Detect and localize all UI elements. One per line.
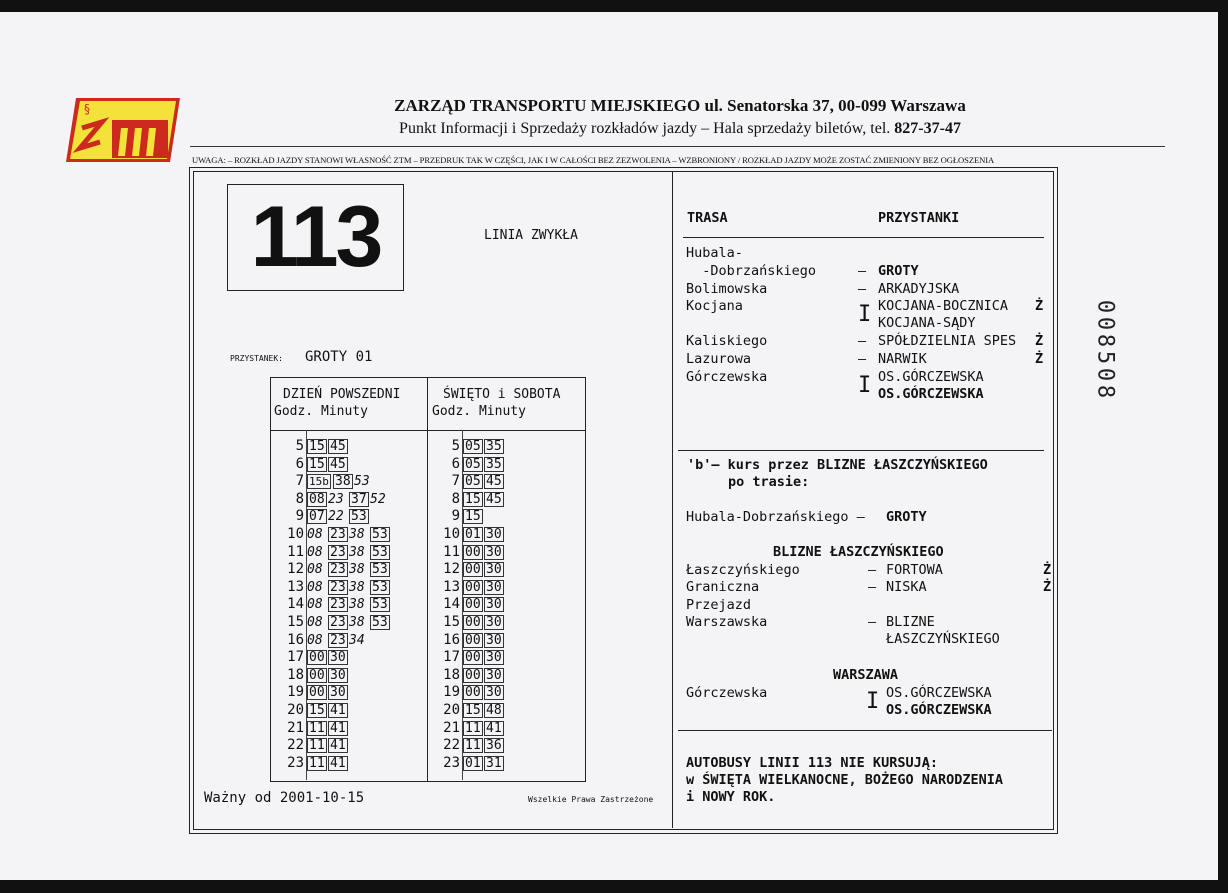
variant-street: Graniczna [686,579,760,595]
on-request-marker: Ż [1043,579,1052,595]
notice-line: w ŚWIĘTA WIELKANOCNE, BOŻEGO NARODZENIA [686,772,1003,788]
variant-stop: ŁASZCZYŃSKIEGO [886,631,1000,647]
minute-cell-lowfloor: 23 [330,562,346,578]
minute-cell-lowfloor: 00 [309,650,325,666]
hour-cell: 8 [295,490,304,507]
route-title: TRASA [687,210,728,226]
minute-cell-lowfloor: 01 [465,755,481,771]
hour-cell: 5 [451,438,460,454]
hour-row [430,702,505,720]
panel-divider [672,171,673,828]
hour-row [430,438,505,456]
hour-row [274,684,391,702]
minute-cell-lowfloor: 23 [330,597,346,613]
minute-cell-lowfloor: 15 [309,439,325,454]
valid-from: Ważny od 2001-10-15 [204,790,365,806]
minute-cell-lowfloor: 00 [465,597,481,613]
minute-cell-lowfloor: 00 [309,685,325,701]
minute-cell-lowfloor: 00 [465,685,481,701]
minute-cell-lowfloor: 53 [372,614,388,630]
variant-first-stop: GROTY [886,509,927,525]
minute-cell-lowfloor: 08 [309,491,325,507]
hour-cell: 7 [295,473,304,490]
route-stop: OS.GÓRCZEWSKA [878,386,984,402]
minute-cell-lowfloor: 11 [465,720,481,736]
route-street: -Dobrzańskiego [686,263,817,279]
hour-cell: 5 [295,438,304,454]
holiday-departures [430,438,505,772]
minute-cell-lowfloor: 15 [309,456,325,472]
on-request-marker: Ż [1035,333,1044,349]
minute-cell-lowfloor: 30 [330,667,346,683]
minute-cell-lowfloor: 30 [330,650,346,666]
minute-cell-lowfloor: 53 [372,562,388,578]
notice-line: i NOWY ROK. [686,789,776,805]
route-street: Górczewska [686,369,768,385]
minute-cell-lowfloor: 37 [351,491,367,507]
minute-cell-lowfloor: 30 [486,597,502,613]
copyright-warning: UWAGA: – ROZKŁAD JAZDY STANOWI WŁASNOŚĆ ZTM – PRZEDRUK TAK W CZĘŚCI, JAK I W CAŁOŚCI BEZ ZEZWOLENIA – WZBRONIONY / ROZKŁAD JAZDY MOŻE ZOSTAĆ ZMIENIONY BEZ OGŁOSZENIA [192,155,995,165]
minute-cell: 23 [328,491,344,507]
minute-cell-lowfloor: 23 [330,526,346,542]
hour-cell: 11 [443,543,460,560]
minute-cell-lowfloor: 11 [309,720,325,736]
hour-cell: 22 [287,737,304,754]
minute-cell-lowfloor: 00 [465,614,481,630]
variant-street: Górczewska [686,685,768,701]
variant-street: Przejazd [686,597,752,613]
hour-row [430,526,505,544]
weekday-subhead: Godz. Minuty [274,404,368,419]
variant-stop: NISKA [886,579,927,595]
minute-cell-lowfloor: 30 [486,650,502,666]
minute-cell-lowfloor: 36 [486,738,502,754]
minute-cell: 38 [349,614,365,630]
minute-cell-lowfloor: 00 [465,579,481,595]
hour-row [430,667,505,685]
timetable-grid [270,377,586,782]
notice-line: AUTOBUSY LINII 113 NIE KURSUJĄ: [686,755,938,771]
hour-row [274,755,391,773]
rights-reserved: Wszelkie Prawa Zastrzeżone [528,795,654,804]
hour-row [274,614,391,632]
hour-cell: 14 [287,596,304,613]
variant-stop: FORTOWA [886,562,943,578]
minute-cell-lowfloor: 00 [465,632,481,648]
minute-cell-lowfloor: 41 [330,702,346,718]
hour-row [430,561,505,579]
hour-row [274,737,391,755]
minute-cell: 38 [349,526,365,542]
dash: – [858,351,875,367]
ztm-logo [66,98,180,162]
dash: – [858,281,875,297]
minute-cell: 38 [349,562,365,578]
minute-cell-lowfloor: 30 [486,632,502,648]
route-stop: NARWIK [878,351,927,367]
minute-cell-lowfloor: 30 [486,667,502,683]
hour-row [274,720,391,738]
svg-text:§: § [84,102,90,116]
hour-row [430,596,505,614]
minute-cell-lowfloor: 48 [486,702,502,718]
minute-cell-lowfloor: 11 [309,738,325,754]
variant-street: Łaszczyńskiego [686,562,800,578]
minute-cell-lowfloor: 00 [465,544,481,560]
hour-row [274,632,391,650]
minute-cell-lowfloor: 41 [330,738,346,754]
minute-cell: 08 [307,526,323,542]
hour-row [274,508,391,526]
hour-row [274,526,391,544]
hour-cell: 17 [287,649,304,666]
header-rule [190,146,1165,147]
hour-cell: 20 [443,701,460,718]
variant-street: Warszawska [686,614,768,630]
hour-row [430,684,505,702]
minute-cell-lowfloor: 53 [372,544,388,560]
minute-cell-lowfloor: 05 [465,439,481,454]
hour-row [274,579,391,597]
minute-cell-lowfloor: 01 [465,526,481,542]
minute-cell-lowfloor: 23 [330,579,346,595]
route-street: Kocjana [686,298,743,314]
route-stop: GROTY [878,263,919,279]
minute-cell-lowfloor: 07 [309,509,325,525]
hour-cell: 11 [287,543,304,560]
hour-cell: 15 [443,613,460,630]
hour-row [430,649,505,667]
minute-cell-lowfloor: 15 [465,509,481,525]
hour-cell: 6 [295,455,304,472]
minute-cell: 53 [354,474,370,490]
hour-cell: 21 [287,719,304,736]
stop-label: PRZYSTANEK: [230,354,283,363]
minute-cell-lowfloor: 30 [486,526,502,542]
column-divider [427,378,428,781]
stop-name: GROTY 01 [305,349,373,365]
hour-row [430,737,505,755]
minute-cell-lowfloor: 41 [330,720,346,736]
hour-cell: 7 [451,473,460,490]
minute-cell-lowfloor: 15 [465,702,481,718]
hour-row [430,456,505,474]
route-stop: KOCJANA-SĄDY [878,315,976,331]
minute-cell: 38 [349,597,365,613]
hour-cell: 8 [451,490,460,507]
minute-cell: 34 [349,632,365,648]
holiday-title: ŚWIĘTO i SOBOTA [443,387,561,402]
phone-number: 827-37-47 [894,120,961,137]
hour-cell: 20 [287,701,304,718]
minute-cell-lowfloor: 45 [486,491,502,507]
minute-cell: 38 [349,579,365,595]
hour-row [274,473,391,491]
minute-cell-lowfloor: 35 [486,456,502,472]
on-request-marker: Ż [1043,562,1052,578]
minute-cell-lowfloor: 45 [330,456,346,472]
hour-cell: 13 [443,578,460,595]
variant-section: WARSZAWA [833,667,899,683]
hour-row [430,508,505,526]
minute-cell-lowfloor: 45 [330,439,346,454]
minute-cell-lowfloor: 23 [330,614,346,630]
hour-cell: 9 [451,508,460,525]
minute-cell-lowfloor: 30 [486,562,502,578]
weekday-departures [274,438,391,772]
header-divider [271,430,585,431]
bidirectional-icon: I [866,689,880,714]
minute-cell-lowfloor: 53 [372,597,388,613]
minute-cell-lowfloor: 35 [486,439,502,454]
hour-cell: 12 [443,561,460,578]
dash: – [858,263,875,279]
minute-cell-lowfloor: 41 [486,720,502,736]
hour-row [274,544,391,562]
minute-cell-lowfloor: 30 [330,685,346,701]
route-stop: KOCJANA-BOCZNICA [878,298,1009,314]
hour-row [430,632,505,650]
weekday-title: DZIEŃ POWSZEDNI [283,387,401,402]
hour-row [274,649,391,667]
hour-row [274,456,391,474]
hour-cell: 21 [443,719,460,736]
minute-cell-lowfloor: 05 [465,474,481,490]
minute-cell-lowfloor: 53 [372,526,388,542]
hour-cell: 19 [443,684,460,701]
minute-cell: 22 [328,509,344,525]
minute-cell-lowfloor: 23 [330,544,346,560]
variant-subtitle: po trasie: [728,474,810,490]
minute-cell: 38 [349,544,365,560]
minute-cell-lowfloor: 53 [372,579,388,595]
hour-row [274,438,391,456]
minute-cell-lowfloor: 30 [486,685,502,701]
serial-number: 0 0 8 5 0 8 [1092,299,1118,399]
bidirectional-icon: I [858,373,872,398]
variant-stop: OS.GÓRCZEWSKA [886,702,992,718]
hour-row [430,720,505,738]
section-rule [678,730,1052,731]
route-stop: SPÓŁDZIELNIA SPES [878,333,1017,349]
hour-cell: 23 [287,754,304,771]
dash: – [868,614,885,630]
hour-row [430,544,505,562]
variant-first-street: Hubala-Dobrzańskiego – [686,509,873,525]
route-street: Bolimowska [686,281,768,297]
minute-cell: 08 [307,562,323,578]
hour-cell: 15 [287,613,304,630]
header-subtitle: Punkt Informacji i Sprzedaży rozkładów jazdy – Hala sprzedaży biletów, tel. 827-37-47 [399,120,961,137]
variant-stop: OS.GÓRCZEWSKA [886,685,992,701]
minute-cell: 08 [307,597,323,613]
hour-row [430,614,505,632]
dash: – [868,562,885,578]
hour-cell: 17 [443,649,460,666]
minute-cell-lowfloor: 11 [465,738,481,754]
minute-cell: 08 [307,544,323,560]
hour-row [274,491,391,509]
line-type: LINIA ZWYKŁA [484,228,578,243]
hour-cell: 19 [287,684,304,701]
minute-cell-lowfloor: 00 [465,562,481,578]
hour-cell: 12 [287,561,304,578]
hour-cell: 18 [443,666,460,683]
minute-cell-lowfloor: 00 [465,667,481,683]
dash: – [868,579,885,595]
hour-cell: 9 [295,508,304,525]
minute-cell-lowfloor: 05 [465,456,481,472]
minute-cell: 08 [307,632,323,648]
line-number: 113 [227,184,404,291]
minute-cell-lowfloor: 30 [486,579,502,595]
variant-section: BLIZNE ŁASZCZYŃSKIEGO [773,544,944,560]
minute-cell-lowfloor: 00 [309,667,325,683]
minute-cell-lowfloor: 11 [309,755,325,771]
minute-cell-lowfloor: 41 [330,755,346,771]
hour-cell: 16 [443,631,460,648]
route-street: Hubala- [686,245,743,261]
minute-cell-lowfloor: 30 [486,614,502,630]
hour-row [274,667,391,685]
dash: – [858,333,875,349]
header-title: ZARZĄD TRANSPORTU MIEJSKIEGO ul. Senatorska 37, 00-099 Warszawa [394,96,966,115]
hour-cell: 14 [443,596,460,613]
hour-row [430,473,505,491]
minute-cell: 08 [307,614,323,630]
hour-cell: 18 [287,666,304,683]
holiday-subhead: Godz. Minuty [432,404,526,419]
minute-cell-lowfloor: 30 [486,544,502,560]
hour-row [274,596,391,614]
bidirectional-icon: I [858,302,872,327]
hour-cell: 10 [443,525,460,542]
route-street: Lazurowa [686,351,752,367]
variant-stop: BLIZNE [886,614,935,630]
route-street: Kaliskiego [686,333,768,349]
hour-cell: 23 [443,754,460,771]
hour-cell: 22 [443,737,460,754]
variant-title: 'b'– kurs przez BLIZNE ŁASZCZYŃSKIEGO [687,457,988,473]
route-rule [683,237,1044,238]
on-request-marker: Ż [1035,298,1044,314]
hour-cell: 16 [287,631,304,648]
minute-cell-lowfloor: 38 [335,474,351,490]
minute-cell-lowfloor: 31 [486,755,502,771]
minute-cell: 52 [370,491,386,507]
hour-row [430,491,505,509]
route-stop: ARKADYJSKA [878,281,960,297]
route-stop: OS.GÓRCZEWSKA [878,369,984,385]
hour-cell: 13 [287,578,304,595]
minute-cell-lowfloor: 53 [351,509,367,525]
minute-cell-lowfloor: 00 [465,650,481,666]
hour-cell: 6 [451,455,460,472]
section-rule [678,450,1044,451]
hour-row [430,755,505,773]
hour-row [274,702,391,720]
minute-cell-lowfloor: 45 [486,474,502,490]
minute-cell-lowfloor: 15b [309,475,329,489]
hour-cell: 10 [287,525,304,542]
minute-cell-lowfloor: 23 [330,632,346,648]
hour-row [430,579,505,597]
stops-title: PRZYSTANKI [878,210,960,226]
minute-cell-lowfloor: 15 [465,491,481,507]
minute-cell: 08 [307,579,323,595]
on-request-marker: Ż [1035,351,1044,367]
minute-cell-lowfloor: 15 [309,702,325,718]
hour-row [274,561,391,579]
